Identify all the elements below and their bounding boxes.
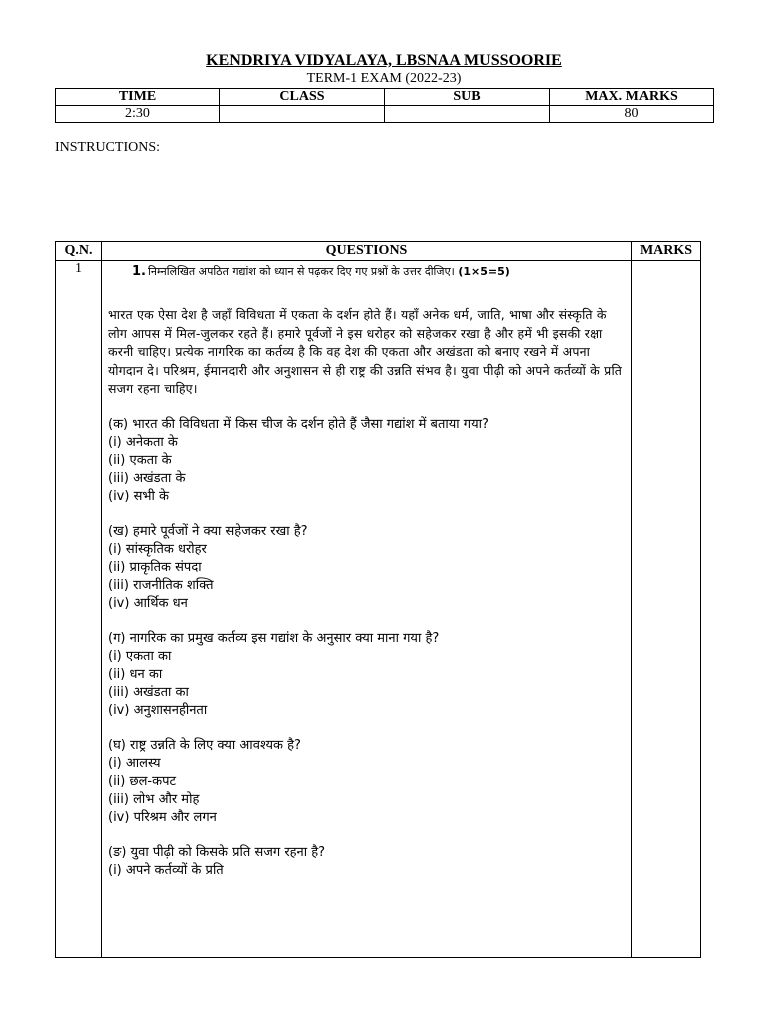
max-marks-header: MAX. MARKS (550, 89, 714, 106)
passage-text: भारत एक ऐसा देश है जहाँ विविधता में एकता के दर्शन होते हैं। यहाँ अनेक धर्म, जाति, भाषा और संस्कृति के लोग आपस में मिल-जुलकर रहते हैं। हमारे पूर्वजों ने इस धरोहर को सहेजकर रखा है और हमें भी इसकी रक्षा करनी चाहिए। प्रत्येक नागरिक का कर्तव्य है कि वह देश की एकता और अखंडता को बनाए रखने में अपना योगदान दे। परिश्रम, ईमानदारी और अनुशासन से ही राष्ट्र की उन्नति संभव है। युवा पीढ़ी को अपने कर्तव्यों के प्रति सजग रहना चाहिए। (108, 307, 623, 396)
option: (i) अपने कर्तव्यों के प्रति (108, 862, 224, 878)
question-number-cell: 1 (56, 261, 102, 958)
exam-info-table (55, 88, 714, 123)
option: (ii) छल-कपट (108, 773, 177, 789)
sub-question-stem: (ग) नागरिक का प्रमुख कर्तव्य इस गद्यांश के अनुसार क्या माना गया है? (108, 630, 440, 646)
option: (i) अनेकता के (108, 434, 178, 450)
question-heading-text (148, 262, 627, 281)
exam-title: TERM-1 EXAM (2022-23) (306, 71, 462, 86)
question-number: 1. (132, 264, 146, 279)
class-header: CLASS (220, 89, 385, 106)
option: (iv) परिश्रम और लगन (108, 809, 217, 825)
option: (iv) अनुशासनहीनता (108, 702, 208, 718)
question-instruction: निम्नलिखित अपठित गद्यांश को ध्यान से पढ़कर दिए गए प्रश्नों के उत्तर दीजिए। (148, 265, 455, 278)
sub-value (385, 106, 550, 123)
sub-header: SUB (385, 89, 550, 106)
question-marks-note: (1×5=5) (458, 265, 510, 278)
sub-question-stem: (ङ) युवा पीढ़ी को किसके प्रति सजग रहना है? (108, 844, 326, 860)
sub-question-d (108, 737, 627, 827)
sub-question-stem: (क) भारत की विविधता में किस चीज के दर्शन होते हैं जैसा गद्यांश में बताया गया? (108, 416, 489, 432)
option: (iii) लोभ और मोह (108, 791, 200, 807)
questions-header: QUESTIONS (102, 242, 632, 261)
questions-table (55, 241, 701, 958)
option: (iii) राजनीतिक शक्ति (108, 577, 214, 593)
sub-question-c (108, 630, 627, 720)
school-title: KENDRIYA VIDYALAYA, LBSNAA MUSSOORIE (206, 52, 562, 69)
sub-question-e (108, 844, 627, 880)
time-value: 2:30 (56, 106, 220, 123)
option: (ii) धन का (108, 666, 163, 682)
option: (iv) आर्थिक धन (108, 595, 188, 611)
table-row (56, 261, 701, 958)
option: (ii) प्राकृतिक संपदा (108, 559, 202, 575)
question-heading (108, 262, 627, 281)
instructions-label: INSTRUCTIONS: (55, 140, 161, 155)
question-cell (102, 261, 632, 958)
qn-header: Q.N. (56, 242, 102, 261)
time-header: TIME (56, 89, 220, 106)
option: (ii) एकता के (108, 452, 172, 468)
sub-question-a (108, 416, 627, 506)
max-marks-value: 80 (550, 106, 714, 123)
option: (i) एकता का (108, 648, 172, 664)
option: (iv) सभी के (108, 488, 169, 504)
option: (i) आलस्य (108, 755, 161, 771)
option: (i) सांस्कृतिक धरोहर (108, 541, 207, 557)
sub-question-stem: (ख) हमारे पूर्वजों ने क्या सहेजकर रखा है? (108, 523, 308, 539)
marks-header: MARKS (632, 242, 701, 261)
sub-question-stem: (घ) राष्ट्र उन्नति के लिए क्या आवश्यक है? (108, 737, 301, 753)
marks-cell (632, 261, 701, 958)
option: (iii) अखंडता का (108, 684, 189, 700)
option: (iii) अखंडता के (108, 470, 186, 486)
class-value (220, 106, 385, 123)
sub-question-b (108, 523, 627, 613)
